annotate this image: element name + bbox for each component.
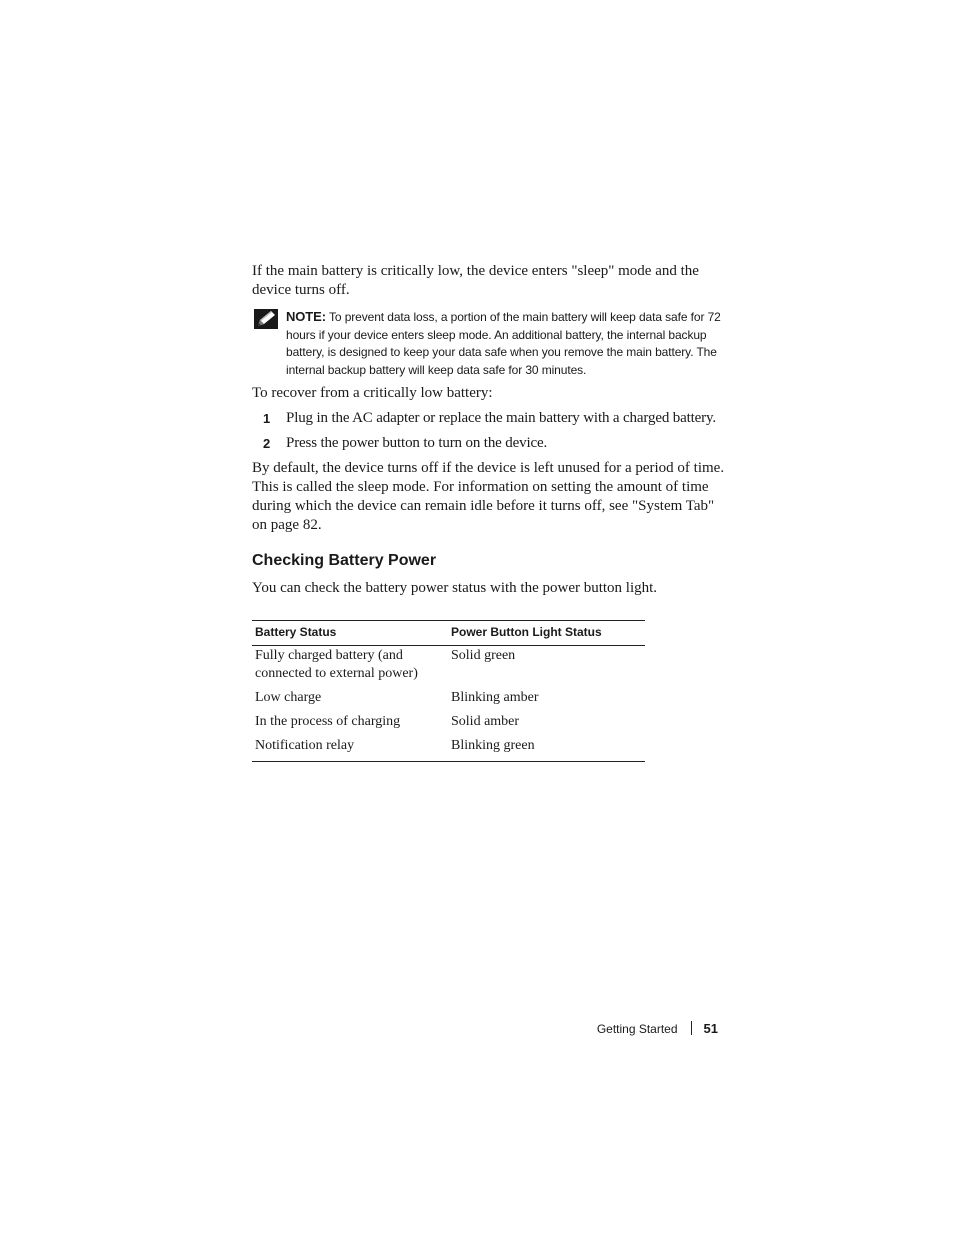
note-callout xyxy=(252,308,732,379)
table-cell: Blinking green xyxy=(451,738,535,753)
note-body: To prevent data loss, a portion of the main battery will keep data safe for 72 hours if your device enters sleep mode. An additional battery, the internal backup battery, is designed to keep your data safe when you remove the main battery. The internal backup battery will keep data safe for 30 minutes. xyxy=(286,310,721,377)
note-pencil-icon xyxy=(254,309,278,329)
intro-paragraph: If the main battery is critically low, the device enters "sleep" mode and the device turns off. xyxy=(252,263,699,298)
table-cell: Solid amber xyxy=(451,714,520,729)
list-item xyxy=(252,434,752,453)
column-header-light-status: Power Button Light Status xyxy=(448,621,645,646)
footer-section-title: Getting Started xyxy=(596,1022,678,1036)
sleep-mode-paragraph: By default, the device turns off if the device is left unused for a period of time. This is called the sleep mode. For information on setting the amount of time during which the device can remain idle before it turns off, see "System Tab" on page 82. xyxy=(252,460,725,533)
step-number: 1 xyxy=(263,411,271,426)
section-heading: Checking Battery Power xyxy=(252,552,437,569)
step-number: 2 xyxy=(263,436,271,451)
list-item xyxy=(252,409,752,428)
note-label: NOTE: xyxy=(286,309,326,324)
table-cell: Low charge xyxy=(255,690,322,705)
column-header-battery-status: Battery Status xyxy=(252,621,448,646)
recover-paragraph: To recover from a critically low battery: xyxy=(252,385,493,401)
table-row xyxy=(252,646,645,690)
table-row xyxy=(252,737,645,762)
step-text: Press the power button to turn on the device. xyxy=(286,435,548,451)
table-cell: In the process of charging xyxy=(255,714,401,729)
footer-divider xyxy=(691,1021,692,1035)
table-header-row xyxy=(252,621,645,646)
battery-status-table xyxy=(252,620,645,762)
page-footer xyxy=(540,1019,718,1039)
page-number: 51 xyxy=(703,1021,718,1036)
step-text: Plug in the AC adapter or replace the main battery with a charged battery. xyxy=(286,410,716,426)
table-row xyxy=(252,689,645,713)
table-row xyxy=(252,713,645,737)
table-cell: Blinking amber xyxy=(451,690,539,705)
table-cell: Fully charged battery (and connected to external power) xyxy=(255,648,418,681)
table-cell: Solid green xyxy=(451,648,516,663)
note-text xyxy=(286,308,732,379)
table-cell: Notification relay xyxy=(255,738,355,753)
check-paragraph: You can check the battery power status with the power button light. xyxy=(252,580,658,596)
